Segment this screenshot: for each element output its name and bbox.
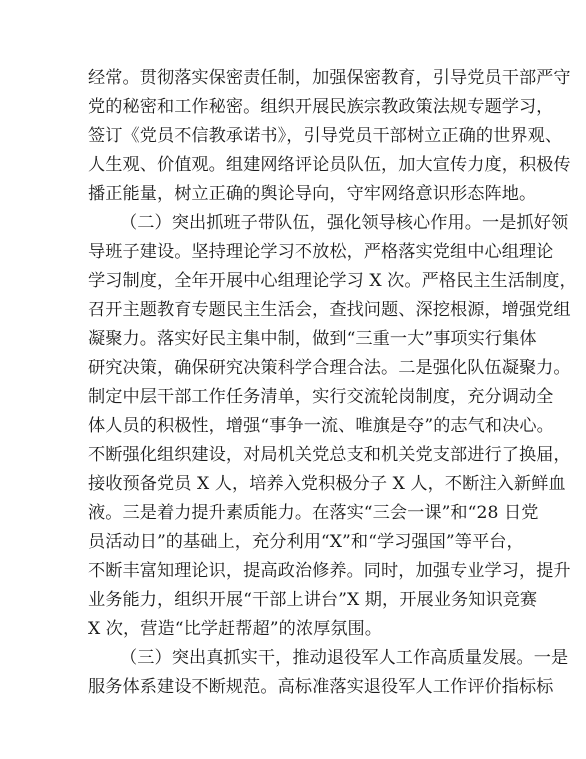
text-line-14: 不断强化组织建设，对局机关党总支和机关党支部进行了换届， — [88, 445, 571, 465]
text-line-13: 体人员的积极性，增强“事争一流、唯旗是夺”的志气和决心。 — [88, 416, 554, 436]
text-line-2: 党的秘密和工作秘密。组织开展民族宗教政策法规专题学习， — [88, 97, 554, 117]
section-3-heading-line: （三）突出真抓实干，推动退役军人工作高质量发展。一是 — [120, 648, 569, 668]
text-line-8: 学习制度，全年开展中心组理论学习 X 次。严格民主生活制度， — [88, 271, 577, 291]
text-line-16: 液。三是着力提升素质能力。在落实“三会一课”和“28 日党 — [88, 503, 539, 523]
text-line-11: 研究决策，确保研究决策科学合理合法。二是强化队伍凝聚力。 — [88, 358, 571, 378]
section-2-heading-line: （二）突出抓班子带队伍，强化领导核心作用。一是抓好领 — [120, 213, 569, 233]
text-line-3: 签订《党员不信教承诺书》，引导党员干部树立正确的世界观、 — [88, 126, 563, 146]
text-line-5: 播正能量，树立正确的舆论导向，守牢网络意识形态阵地。 — [88, 184, 537, 204]
text-line-15: 接收预备党员 X 人，培养入党积极分子 X 人，不断注入新鲜血 — [88, 474, 566, 494]
text-line-1: 经常。贯彻落实保密责任制，加强保密教育，引导党员干部严守 — [88, 68, 571, 88]
text-line-7: 导班子建设。坚持理论学习不放松，严格落实党组中心组理论 — [88, 242, 554, 262]
text-line-12: 制定中层干部工作任务清单，实行交流轮岗制度，充分调动全 — [88, 387, 554, 407]
text-line-9: 召开主题教育专题民主生活会，查找问题、深挖根源，增强党组 — [88, 300, 571, 320]
text-line-20: X 次，营造“比学赶帮超”的浓厚氛围。 — [88, 619, 383, 639]
text-line-19: 业务能力，组织开展“干部上讲台”X 期，开展业务知识竞赛 — [88, 590, 538, 610]
text-line-4: 人生观、价值观。组建网络评论员队伍，加大宣传力度，积极传 — [88, 155, 571, 175]
text-line-22: 服务体系建设不断规范。高标准落实退役军人工作评价指标标 — [88, 677, 554, 697]
text-line-10: 凝聚力。落实好民主集中制，做到“三重一大”事项实行集体 — [88, 329, 537, 349]
text-line-17: 员活动日”的基础上，充分利用“X”和“学习强国”等平台， — [88, 532, 524, 552]
text-line-18: 不断丰富知理论识，提高政治修养。同时，加强专业学习，提升 — [88, 561, 571, 581]
